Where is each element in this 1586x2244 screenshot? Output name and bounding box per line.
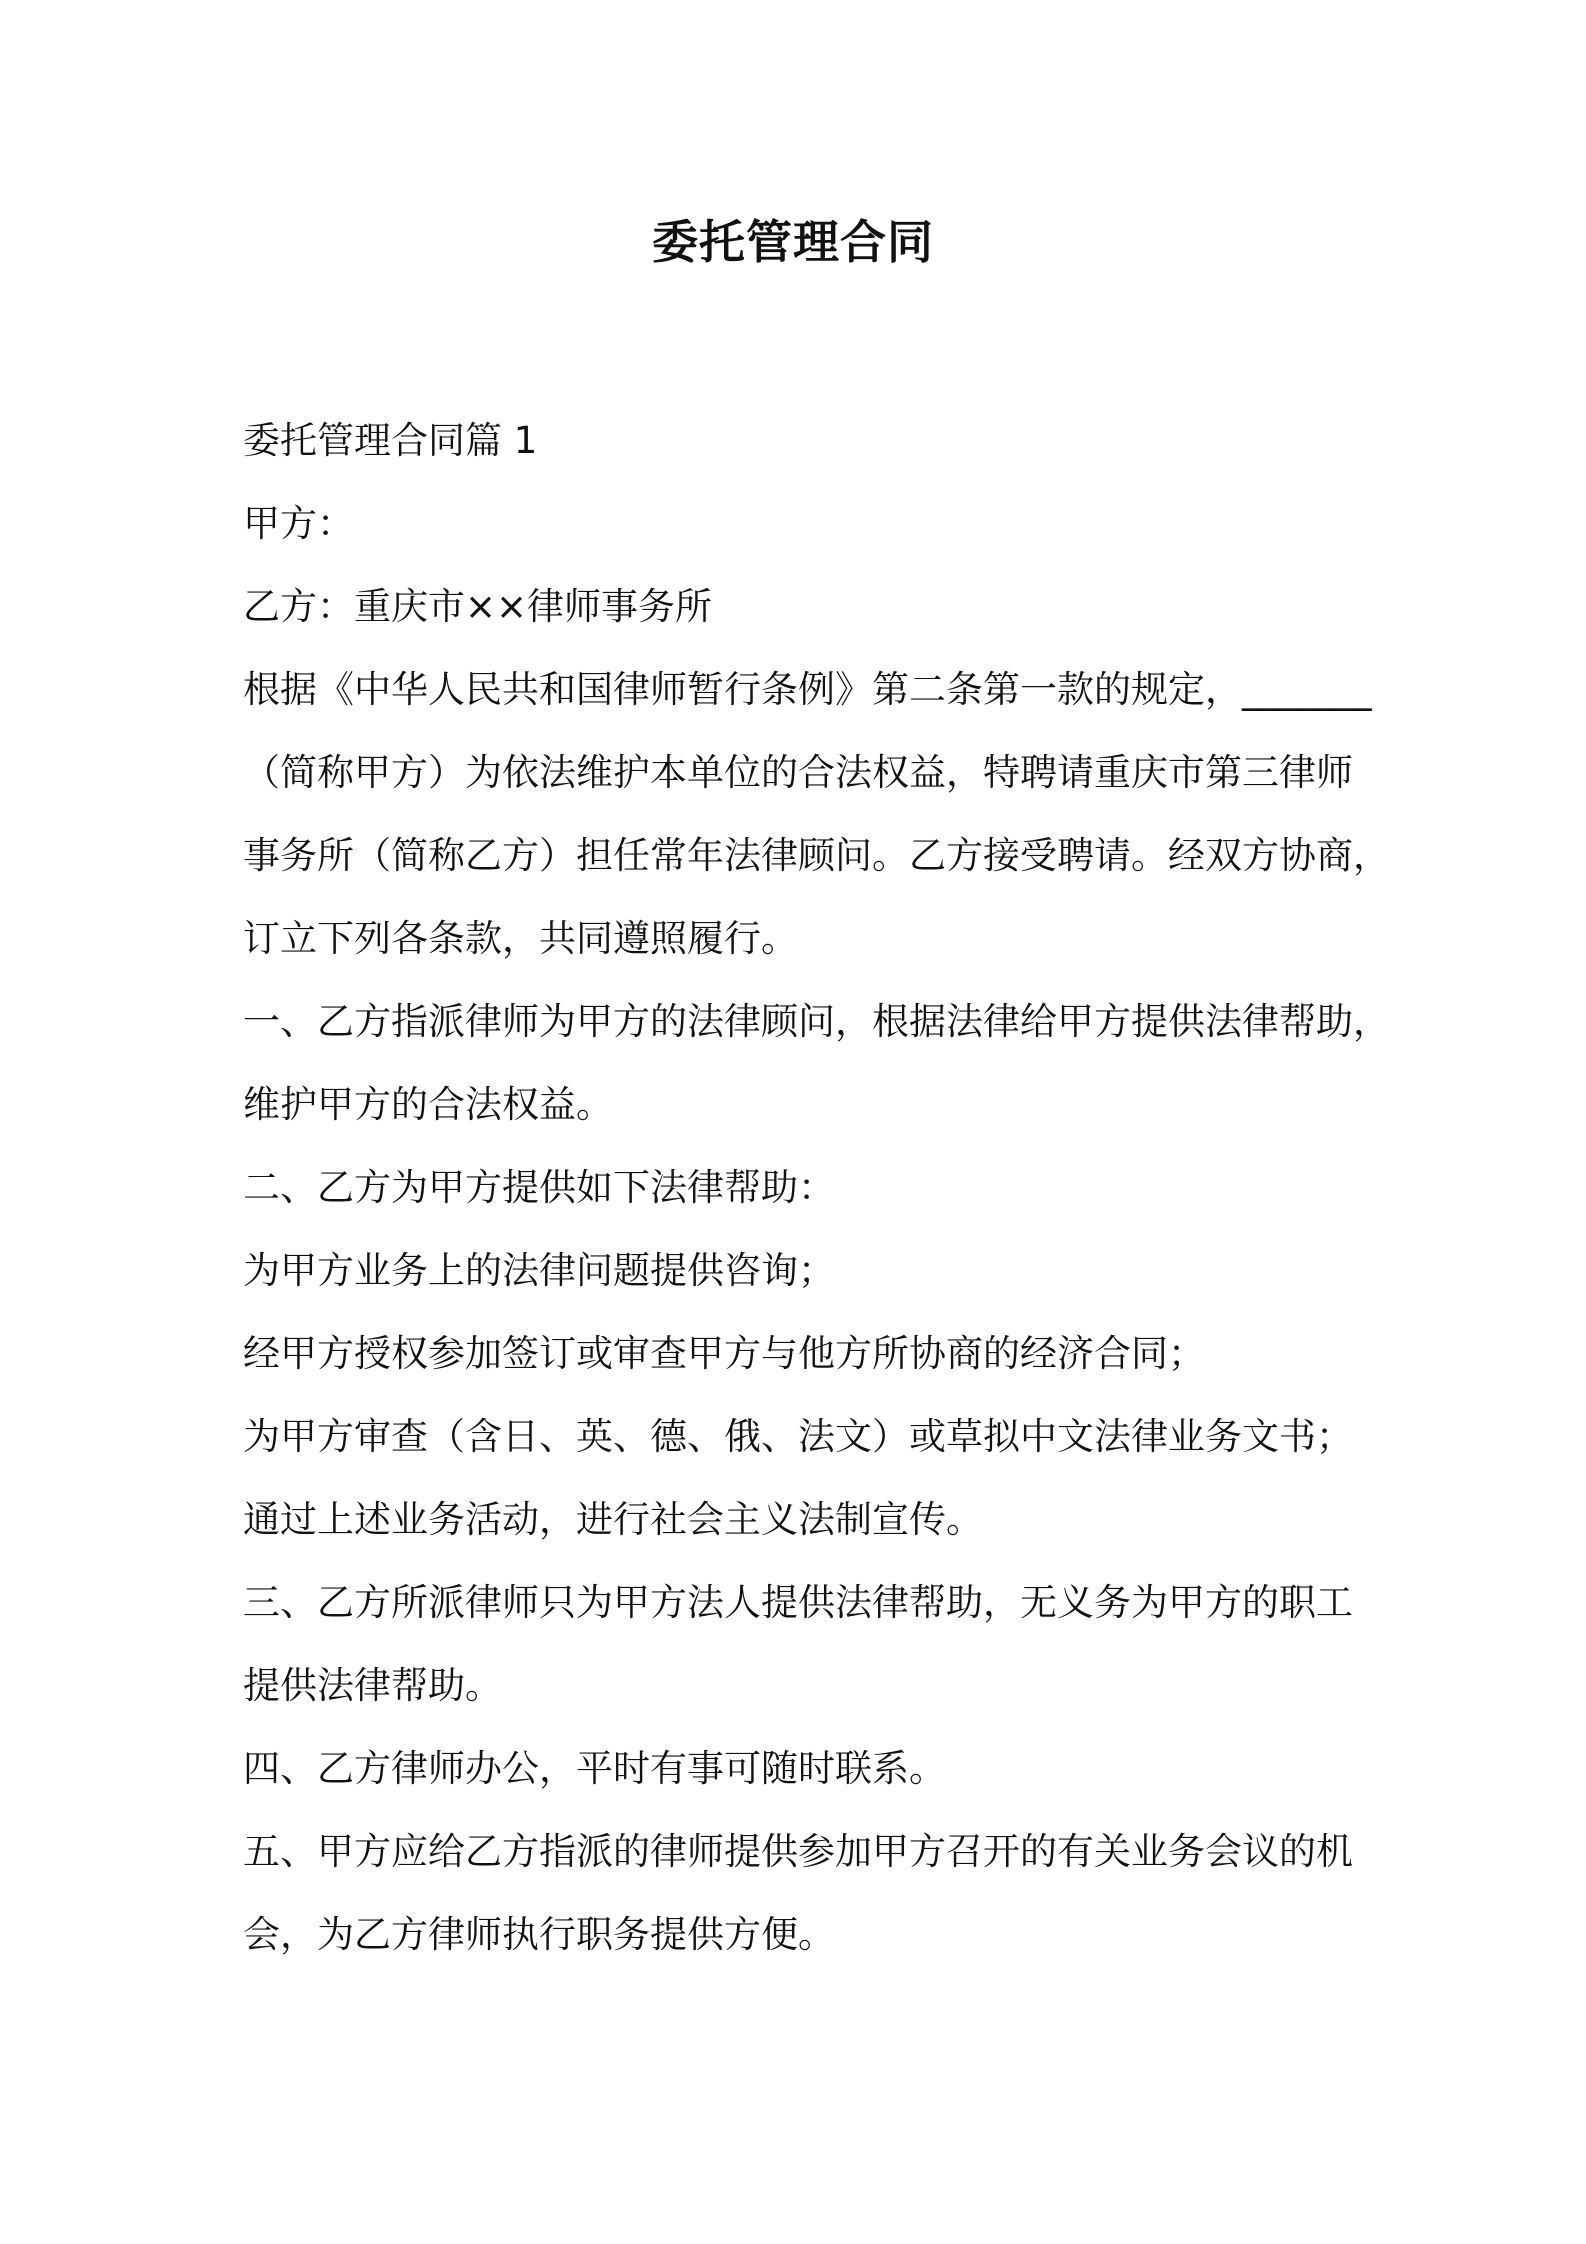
clause-item-line: 经甲方授权参加签订或审查甲方与他方所协商的经济合同；	[243, 1332, 1205, 1375]
party-b-line: 乙方：重庆市××律师事务所	[243, 585, 713, 628]
clause-line: 提供法律帮助。	[243, 1664, 502, 1707]
clause-item-line: 通过上述业务活动，进行社会主义法制宣传。	[243, 1498, 983, 1541]
section-heading: 委托管理合同篇 1	[243, 419, 538, 462]
clause-line: 四、乙方律师办公，平时有事可随时联系。	[243, 1747, 946, 1790]
party-a-line: 甲方：	[243, 502, 354, 545]
clause-item-line: 为甲方审查（含日、英、德、俄、法文）或草拟中文法律业务文书；	[243, 1415, 1353, 1458]
clause-line: 维护甲方的合法权益。	[243, 1083, 613, 1126]
paragraph-line: 事务所（简称乙方）担任常年法律顾问。乙方接受聘请。经双方协商，	[243, 834, 1390, 877]
clause-item-line: 为甲方业务上的法律问题提供咨询；	[243, 1249, 835, 1292]
clause-line: 三、乙方所派律师只为甲方法人提供法律帮助，无义务为甲方的职工	[243, 1581, 1353, 1624]
clause-line: 一、乙方指派律师为甲方的法律顾问，根据法律给甲方提供法律帮助，	[243, 1000, 1390, 1043]
document-body	[243, 408, 1390, 1985]
document-title: 委托管理合同	[652, 215, 934, 269]
paragraph-line: 根据《中华人民共和国律师暂行条例》第二条第一款的规定，_______	[243, 668, 1372, 711]
paragraph-line: 订立下列各条款，共同遵照履行。	[243, 917, 798, 960]
clause-line: 会，为乙方律师执行职务提供方便。	[243, 1913, 835, 1956]
clause-line: 二、乙方为甲方提供如下法律帮助：	[243, 1166, 835, 1209]
clause-line: 五、甲方应给乙方指派的律师提供参加甲方召开的有关业务会议的机	[243, 1830, 1353, 1873]
paragraph-line: （简称甲方）为依法维护本单位的合法权益，特聘请重庆市第三律师	[243, 751, 1353, 794]
